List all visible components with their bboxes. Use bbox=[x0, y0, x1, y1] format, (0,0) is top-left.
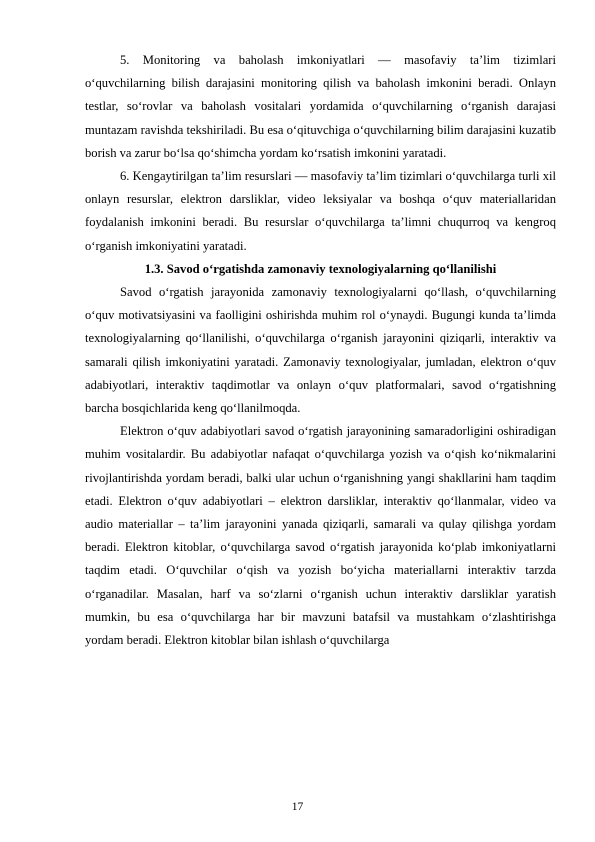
document-page bbox=[85, 49, 556, 652]
paragraph-ebooks: Elektron o‘quv adabiyotlari savod o‘rgatish jarayonining samaradorligini oshiradigan muhim vositalardir. Bu adabiyotlar nafaqat o‘quvchilarga yozish va o‘qish ko‘nikmalarini rivojlantirishda yordam beradi, balki ular uchun o‘rganishning yangi shakllarini ham taqdim etadi. Elektron o‘quv adabiyotlari – elektron darsliklar, interaktiv qo‘llanmalar, video va audio materiallar – ta’lim jarayonini yanada qiziqarli, samarali va qulay qilishga yordam beradi. Elektron kitoblar, o‘quvchilarga savod o‘rgatish jarayonida ko‘plab imkoniyatlarni taqdim etadi. O‘quvchilar o‘qish va yozish bo‘yicha materiallarni interaktiv tarzda o‘rganadilar. Masalan, harf va so‘zlarni o‘rganish uchun interaktiv darsliklar yaratish mumkin, bu esa o‘quvchilarga har bir mavzuni batafsil va mustahkam o‘zlashtirishga yordam beradi. Elektron kitoblar bilan ishlash o‘quvchilarga bbox=[85, 424, 556, 648]
page-number: 17 bbox=[291, 801, 304, 813]
paragraph-intro: Savod o‘rgatish jarayonida zamonaviy texnologiyalarni qo‘llash, o‘quvchilarning o‘quv motivatsiyasini va faolligini oshirishda muhim rol o‘ynaydi. Bugungi kunda ta’limda texnologiyalarning qo‘llanilishi, o‘quvchilarga o‘rganish jarayonini qiziqarli, interaktiv va samarali qilish imkoniyatini yaratadi. Zamonaviy texnologiyalar, jumladan, elektron o‘quv adabiyotlari, interaktiv taqdimotlar va onlayn o‘quv platformalari, savod o‘rgatishning barcha bosqichlarida keng qo‘llanilmoqda. bbox=[85, 285, 556, 416]
section-heading: 1.3. Savod o‘rgatishda zamonaviy texnologiyalarning qo‘llanilishi bbox=[144, 261, 497, 276]
paragraph-monitoring: 5. Monitoring va baholash imkoniyatlari — masofaviy ta’lim tizimlari o‘quvchilarning bilish darajasini monitoring qilish va baholash imkonini beradi. Onlayn testlar, so‘rovlar va baholash vositalari yordamida o‘quvchilarning o‘rganish darajasi muntazam ravishda tekshiriladi. Bu esa o‘qituvchiga o‘quvchilarning bilim darajasini kuzatib borish va zarur bo‘lsa qo‘shimcha yordam ko‘rsatish imkonini yaratadi. bbox=[85, 53, 556, 160]
paragraph-resources: 6. Kengaytirilgan ta’lim resurslari — masofaviy ta’lim tizimlari o‘quvchilarga turli xil onlayn resurslar, elektron darsliklar, video leksiyalar va boshqa o‘quv materiallaridan foydalanish imkonini beradi. Bu resurslar o‘quvchilarga ta’limni chuqurroq va kengroq o‘rganish imkoniyatini yaratadi. bbox=[85, 169, 556, 253]
